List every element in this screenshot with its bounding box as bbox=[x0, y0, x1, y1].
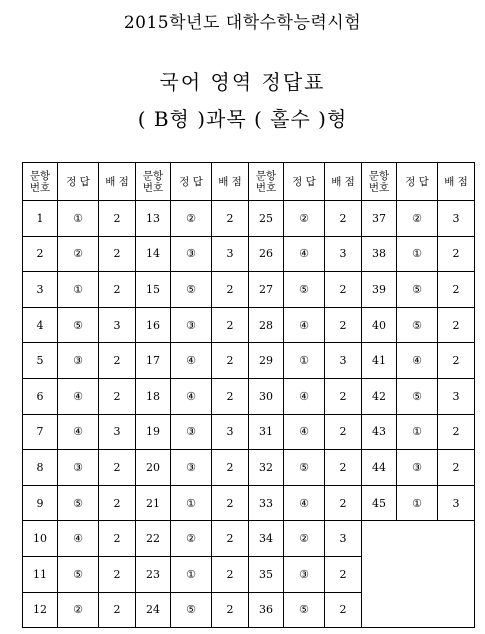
answer-cell: ⑤ bbox=[58, 556, 99, 592]
answer-cell: ⑤ bbox=[397, 378, 438, 414]
question-number-cell: 27 bbox=[249, 272, 284, 308]
question-number-cell: 28 bbox=[249, 307, 284, 343]
column-header-number-line1: 문항 bbox=[368, 169, 390, 182]
answer-cell: ⑤ bbox=[58, 307, 99, 343]
question-number-cell: 2 bbox=[23, 236, 58, 272]
points-cell: 2 bbox=[212, 485, 249, 521]
points-cell: 3 bbox=[438, 378, 475, 414]
column-header-points: 배 점 bbox=[212, 163, 249, 201]
column-header-number-line1: 문항 bbox=[29, 169, 51, 182]
answer-cell: ① bbox=[58, 272, 99, 308]
answer-cell: ④ bbox=[284, 236, 325, 272]
column-header-number-line2: 번호 bbox=[142, 181, 164, 194]
question-number-cell: 6 bbox=[23, 378, 58, 414]
empty-cell bbox=[362, 556, 475, 592]
points-cell: 2 bbox=[325, 450, 362, 486]
question-number-cell: 29 bbox=[249, 343, 284, 379]
answer-cell: ④ bbox=[58, 378, 99, 414]
question-number-cell: 23 bbox=[136, 556, 171, 592]
header-row bbox=[23, 163, 475, 201]
question-number-cell: 24 bbox=[136, 592, 171, 628]
column-header-points: 배 점 bbox=[438, 163, 475, 201]
points-cell: 2 bbox=[438, 307, 475, 343]
question-number-cell: 10 bbox=[23, 521, 58, 557]
points-cell: 2 bbox=[99, 450, 136, 486]
points-cell: 2 bbox=[212, 307, 249, 343]
points-cell: 2 bbox=[438, 343, 475, 379]
table-row bbox=[23, 414, 475, 450]
question-number-cell: 12 bbox=[23, 592, 58, 628]
column-header-number bbox=[23, 163, 58, 201]
table-row bbox=[23, 343, 475, 379]
table-header bbox=[23, 163, 475, 201]
points-cell: 2 bbox=[212, 450, 249, 486]
answer-cell: ⑤ bbox=[284, 272, 325, 308]
answer-cell: ③ bbox=[171, 450, 212, 486]
table-row bbox=[23, 521, 475, 557]
points-cell: 2 bbox=[438, 450, 475, 486]
points-cell: 2 bbox=[325, 272, 362, 308]
answer-cell: ④ bbox=[284, 307, 325, 343]
question-number-cell: 42 bbox=[362, 378, 397, 414]
column-header-answer: 정 답 bbox=[397, 163, 438, 201]
points-cell: 2 bbox=[99, 343, 136, 379]
points-cell: 2 bbox=[438, 272, 475, 308]
points-cell: 3 bbox=[325, 521, 362, 557]
answer-cell: ⑤ bbox=[284, 592, 325, 628]
answer-key-table bbox=[22, 162, 475, 628]
question-number-cell: 44 bbox=[362, 450, 397, 486]
question-number-cell: 16 bbox=[136, 307, 171, 343]
question-number-cell: 13 bbox=[136, 201, 171, 237]
question-number-cell: 39 bbox=[362, 272, 397, 308]
answer-cell: ① bbox=[397, 485, 438, 521]
points-cell: 2 bbox=[325, 556, 362, 592]
points-cell: 2 bbox=[99, 378, 136, 414]
points-cell: 2 bbox=[212, 201, 249, 237]
answer-cell: ⑤ bbox=[171, 272, 212, 308]
empty-cell bbox=[362, 592, 475, 628]
points-cell: 3 bbox=[99, 414, 136, 450]
column-header-number-line2: 번호 bbox=[29, 181, 51, 194]
column-header-points: 배 점 bbox=[99, 163, 136, 201]
question-number-cell: 19 bbox=[136, 414, 171, 450]
answer-cell: ④ bbox=[171, 343, 212, 379]
answer-cell: ④ bbox=[58, 414, 99, 450]
answer-cell: ⑤ bbox=[397, 272, 438, 308]
question-number-cell: 9 bbox=[23, 485, 58, 521]
question-number-cell: 1 bbox=[23, 201, 58, 237]
answer-cell: ② bbox=[397, 201, 438, 237]
points-cell: 2 bbox=[99, 236, 136, 272]
answer-key-subtitle: 국어 영역 정답표 bbox=[159, 70, 326, 94]
answer-cell: ② bbox=[58, 592, 99, 628]
question-number-cell: 4 bbox=[23, 307, 58, 343]
answer-cell: ① bbox=[171, 485, 212, 521]
question-number-cell: 40 bbox=[362, 307, 397, 343]
answer-cell: ③ bbox=[171, 236, 212, 272]
points-cell: 2 bbox=[325, 592, 362, 628]
points-cell: 2 bbox=[212, 521, 249, 557]
points-cell: 3 bbox=[438, 201, 475, 237]
question-number-cell: 33 bbox=[249, 485, 284, 521]
points-cell: 2 bbox=[325, 307, 362, 343]
points-cell: 2 bbox=[438, 236, 475, 272]
points-cell: 2 bbox=[325, 378, 362, 414]
question-number-cell: 26 bbox=[249, 236, 284, 272]
question-number-cell: 35 bbox=[249, 556, 284, 592]
question-number-cell: 22 bbox=[136, 521, 171, 557]
answer-cell: ⑤ bbox=[397, 307, 438, 343]
points-cell: 3 bbox=[212, 414, 249, 450]
answer-cell: ④ bbox=[284, 378, 325, 414]
answer-cell: ① bbox=[58, 201, 99, 237]
answer-cell: ③ bbox=[171, 414, 212, 450]
question-number-cell: 25 bbox=[249, 201, 284, 237]
points-cell: 3 bbox=[438, 485, 475, 521]
table-row bbox=[23, 485, 475, 521]
points-cell: 2 bbox=[99, 272, 136, 308]
answer-cell: ③ bbox=[171, 307, 212, 343]
page-title: 2015학년도 대학수학능력시험 bbox=[123, 13, 362, 33]
points-cell: 2 bbox=[212, 378, 249, 414]
question-number-cell: 20 bbox=[136, 450, 171, 486]
question-number-cell: 3 bbox=[23, 272, 58, 308]
column-header-number-line2: 번호 bbox=[368, 181, 390, 194]
question-number-cell: 32 bbox=[249, 450, 284, 486]
table-row bbox=[23, 272, 475, 308]
answer-cell: ⑤ bbox=[284, 450, 325, 486]
answer-cell: ③ bbox=[284, 556, 325, 592]
answer-cell: ⑤ bbox=[58, 485, 99, 521]
points-cell: 2 bbox=[212, 272, 249, 308]
points-cell: 2 bbox=[212, 556, 249, 592]
column-header-number-line2: 번호 bbox=[255, 181, 277, 194]
answer-cell: ② bbox=[284, 521, 325, 557]
answer-cell: ④ bbox=[171, 378, 212, 414]
answer-cell: ④ bbox=[397, 343, 438, 379]
answer-cell: ② bbox=[284, 201, 325, 237]
answer-cell: ④ bbox=[284, 414, 325, 450]
question-number-cell: 31 bbox=[249, 414, 284, 450]
answer-cell: ③ bbox=[58, 450, 99, 486]
points-cell: 2 bbox=[99, 556, 136, 592]
question-number-cell: 14 bbox=[136, 236, 171, 272]
points-cell: 3 bbox=[325, 236, 362, 272]
points-cell: 2 bbox=[99, 521, 136, 557]
question-number-cell: 5 bbox=[23, 343, 58, 379]
answer-cell: ② bbox=[58, 236, 99, 272]
table-row bbox=[23, 378, 475, 414]
question-number-cell: 30 bbox=[249, 378, 284, 414]
column-header-number bbox=[249, 163, 284, 201]
question-number-cell: 17 bbox=[136, 343, 171, 379]
points-cell: 2 bbox=[325, 201, 362, 237]
points-cell: 3 bbox=[325, 343, 362, 379]
empty-cell bbox=[362, 521, 475, 557]
points-cell: 2 bbox=[212, 592, 249, 628]
question-number-cell: 34 bbox=[249, 521, 284, 557]
points-cell: 2 bbox=[99, 485, 136, 521]
points-cell: 2 bbox=[325, 414, 362, 450]
points-cell: 2 bbox=[99, 201, 136, 237]
question-number-cell: 21 bbox=[136, 485, 171, 521]
column-header-answer: 정 답 bbox=[58, 163, 99, 201]
table-row bbox=[23, 556, 475, 592]
column-header-number-line1: 문항 bbox=[255, 169, 277, 182]
question-number-cell: 41 bbox=[362, 343, 397, 379]
answer-cell: ④ bbox=[284, 485, 325, 521]
table-row bbox=[23, 592, 475, 628]
answer-cell: ① bbox=[397, 236, 438, 272]
question-number-cell: 43 bbox=[362, 414, 397, 450]
question-number-cell: 18 bbox=[136, 378, 171, 414]
points-cell: 3 bbox=[99, 307, 136, 343]
column-header-answer: 정 답 bbox=[284, 163, 325, 201]
question-number-cell: 15 bbox=[136, 272, 171, 308]
answer-cell: ② bbox=[171, 201, 212, 237]
answer-cell: ④ bbox=[58, 521, 99, 557]
question-number-cell: 7 bbox=[23, 414, 58, 450]
answer-cell: ⑤ bbox=[171, 592, 212, 628]
question-number-cell: 38 bbox=[362, 236, 397, 272]
points-cell: 2 bbox=[212, 343, 249, 379]
answer-cell: ① bbox=[171, 556, 212, 592]
points-cell: 2 bbox=[325, 485, 362, 521]
table-row bbox=[23, 450, 475, 486]
exam-type-line: ( B형 )과목 ( 홀수 )형 bbox=[137, 107, 348, 131]
column-header-number bbox=[136, 163, 171, 201]
column-header-number-line1: 문항 bbox=[142, 169, 164, 182]
question-number-cell: 37 bbox=[362, 201, 397, 237]
question-number-cell: 36 bbox=[249, 592, 284, 628]
column-header-answer: 정 답 bbox=[171, 163, 212, 201]
column-header-number bbox=[362, 163, 397, 201]
table-row bbox=[23, 307, 475, 343]
points-cell: 3 bbox=[212, 236, 249, 272]
answer-cell: ③ bbox=[397, 450, 438, 486]
question-number-cell: 45 bbox=[362, 485, 397, 521]
question-number-cell: 11 bbox=[23, 556, 58, 592]
table-row bbox=[23, 236, 475, 272]
answer-cell: ② bbox=[171, 521, 212, 557]
column-header-points: 배 점 bbox=[325, 163, 362, 201]
points-cell: 2 bbox=[99, 592, 136, 628]
table-body bbox=[23, 201, 475, 628]
table-row bbox=[23, 201, 475, 237]
answer-cell: ① bbox=[397, 414, 438, 450]
question-number-cell: 8 bbox=[23, 450, 58, 486]
points-cell: 2 bbox=[438, 414, 475, 450]
answer-cell: ③ bbox=[58, 343, 99, 379]
answer-cell: ① bbox=[284, 343, 325, 379]
